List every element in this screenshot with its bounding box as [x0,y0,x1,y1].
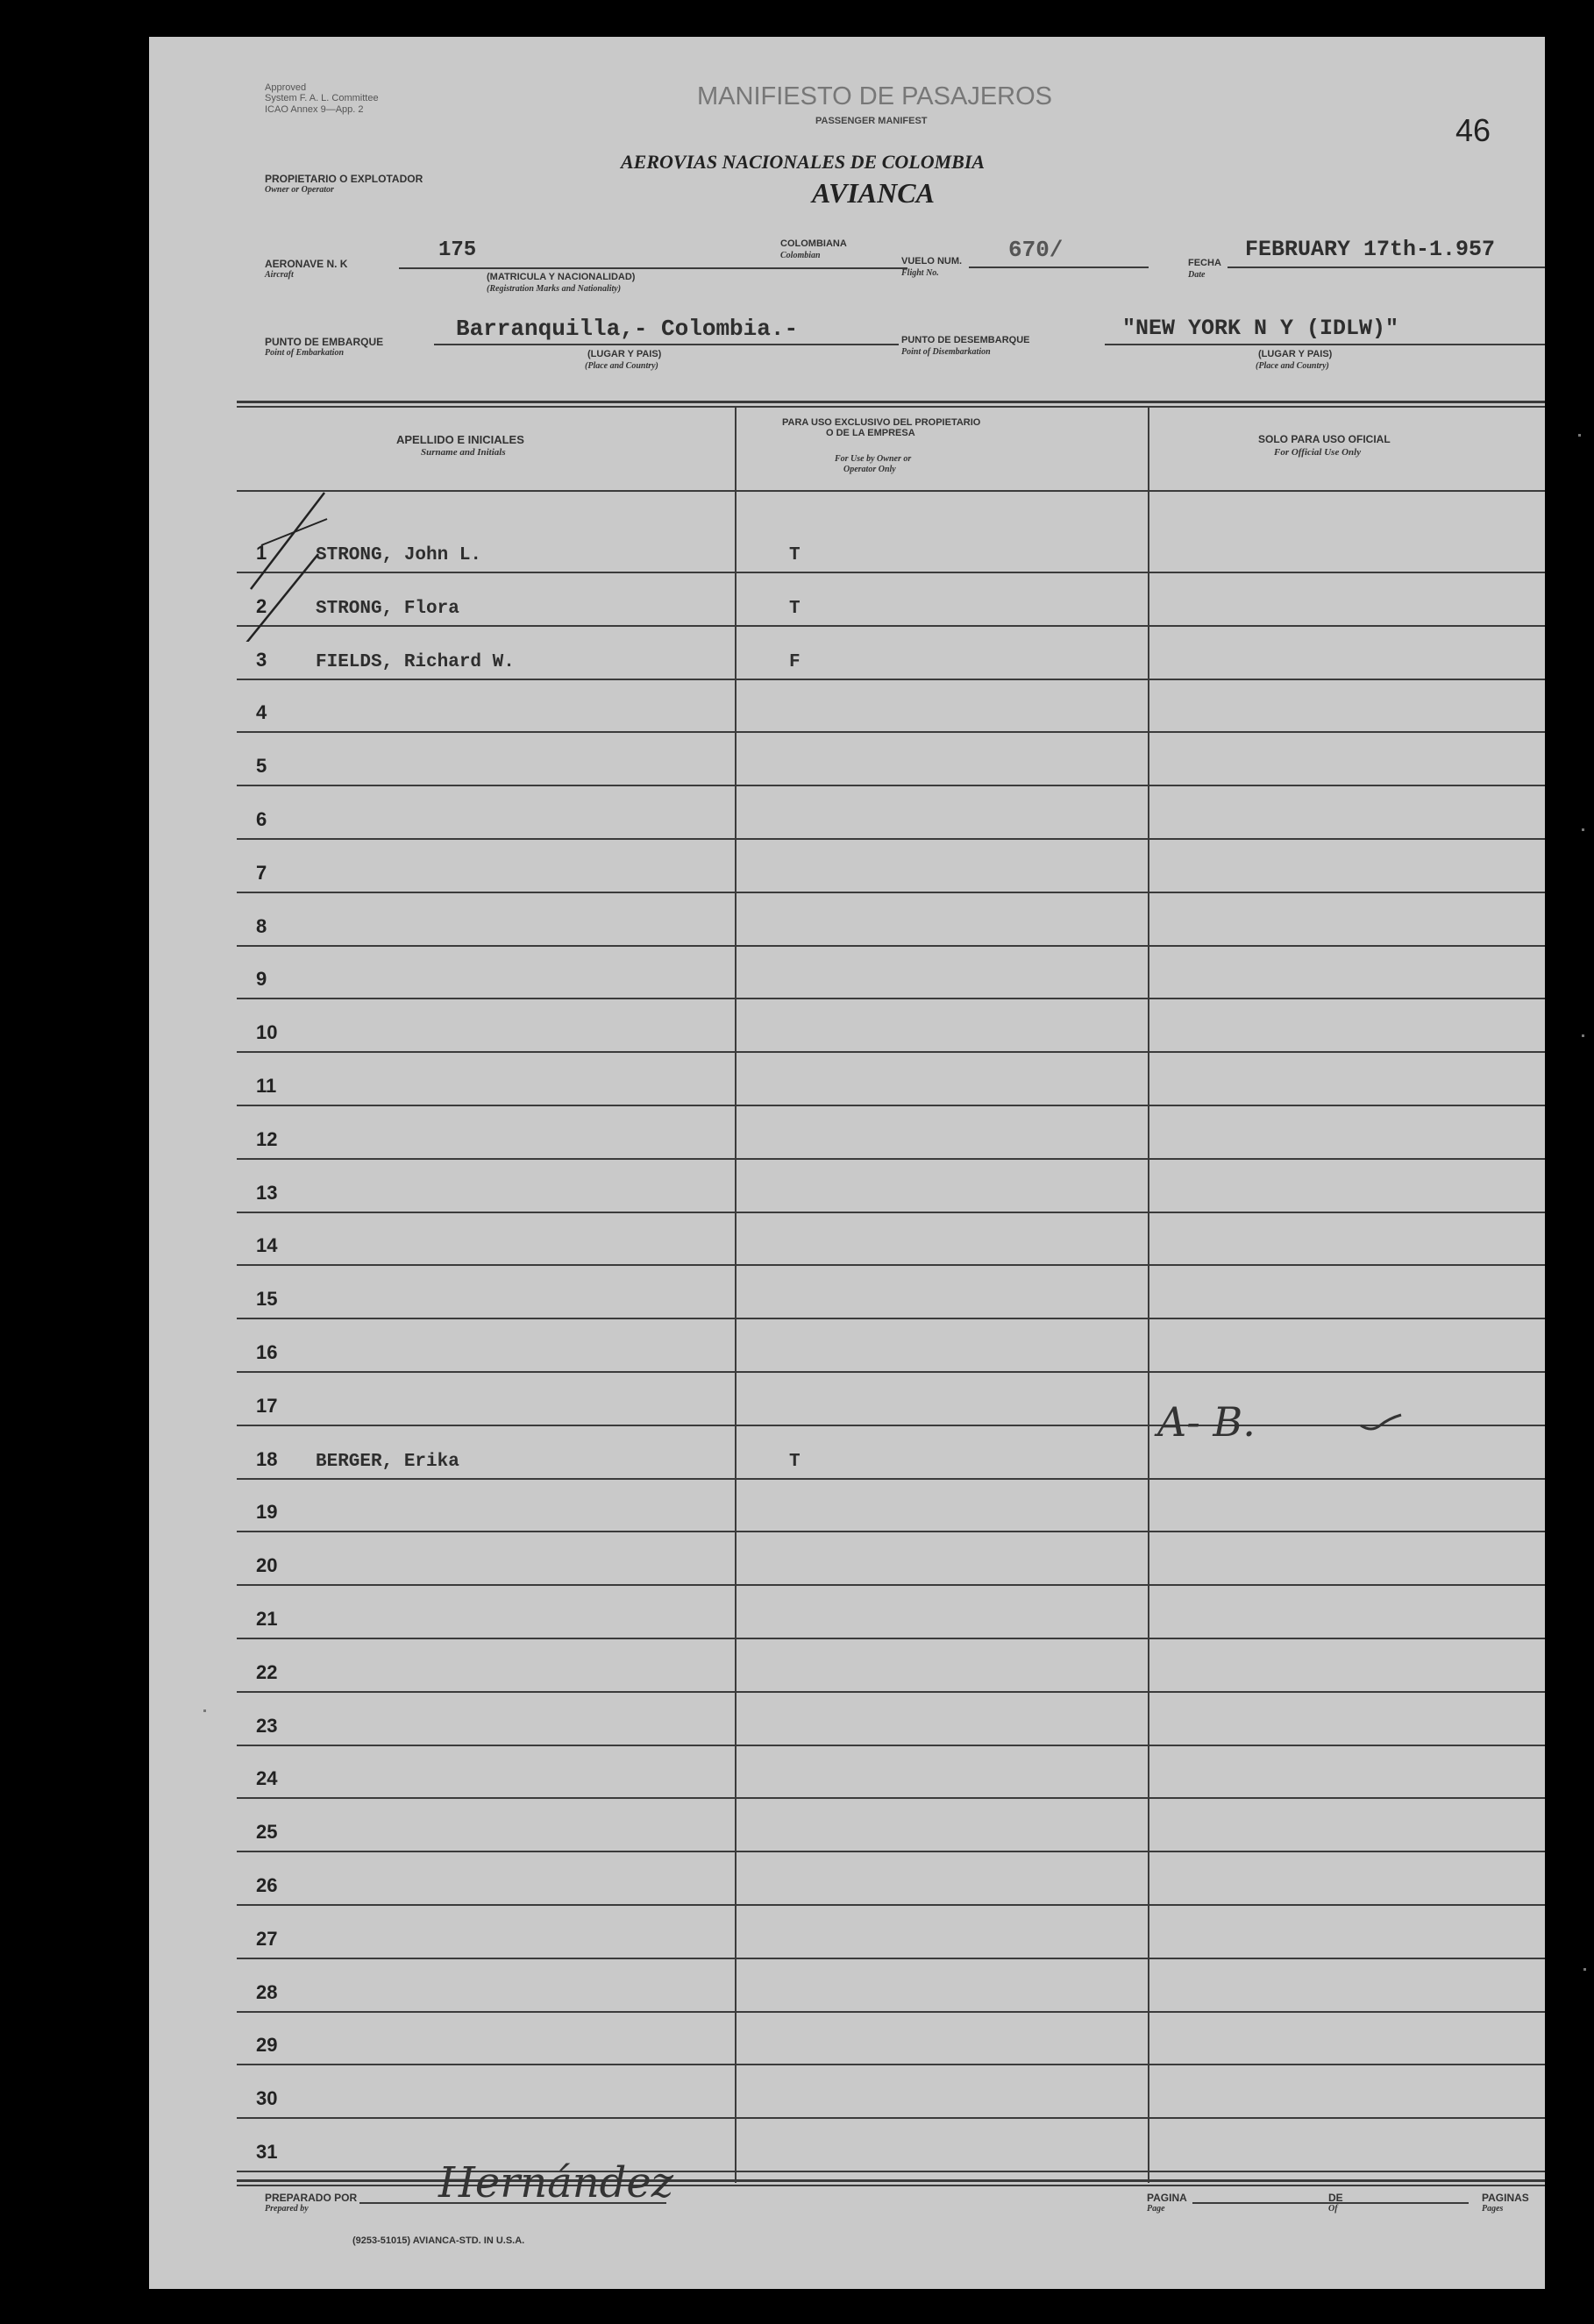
row-rule [237,1105,1545,1106]
column-owner-header: PARA USO EXCLUSIVO DEL PROPIETARIO [782,417,981,428]
passenger-name: BERGER, Erika [316,1452,459,1472]
embark-sub-es: (LUGAR Y PAIS) [587,349,662,359]
flight-label-en: Flight No. [901,268,939,278]
official-note: A- B. [1157,1398,1256,1446]
row-number: 24 [256,1767,278,1789]
manifest-title-es: MANIFIESTO DE PASAJEROS [697,82,1053,110]
row-rule [237,1691,1545,1693]
row-rule [237,1797,1545,1799]
airline-name: AEROVIAS NACIONALES DE COLOMBIA [621,151,986,173]
row-number: 25 [256,1821,278,1843]
check-marks [244,458,331,642]
date-label-en: Date [1188,270,1206,280]
official-note-tail [1359,1411,1405,1432]
row-rule [237,679,1545,680]
nationality-label-en: Colombian [780,251,821,260]
column-divider-2 [1148,408,1149,2183]
edge-speck [1578,434,1581,437]
row-number: 20 [256,1554,278,1576]
column-divider-1 [735,408,737,2183]
row-rule [237,1638,1545,1639]
edge-speck [203,1709,206,1712]
column-owner-header-en-2: Operator Only [843,465,896,474]
edge-speck [1582,828,1584,831]
manifest-sheet [149,37,1545,2289]
row-rule [237,1425,1545,1426]
row-number: 11 [256,1075,277,1097]
row-number: 10 [256,1021,278,1043]
row-rule [237,1745,1545,1746]
table-top-rule-2 [237,406,1545,408]
flight-number: 670/ [1008,237,1064,263]
flight-label: VUELO NUM. [901,256,963,267]
row-number: 21 [256,1608,278,1630]
column-name-header: APELLIDO E INICIALES [396,433,524,446]
aircraft-underline [399,267,907,269]
row-rule [237,1958,1545,1959]
row-number: 3 [256,649,267,671]
passenger-name: STRONG, John L. [316,545,482,565]
row-rule [237,785,1545,786]
aircraft-label: AERONAVE N. K [265,258,348,270]
aircraft-number: 175 [438,238,477,262]
of-label-en: Of [1328,2204,1338,2214]
disembark-sub-es: (LUGAR Y PAIS) [1258,349,1333,359]
date-value: FEBRUARY 17th-1.957 [1245,237,1496,262]
prepared-by-signature: Hernández [438,2158,674,2207]
row-rule [237,1264,1545,1266]
of-underline [1359,2202,1469,2204]
row-number: 6 [256,808,267,830]
row-number: 16 [256,1341,278,1363]
page-label-en: Page [1147,2204,1165,2214]
row-number: 7 [256,862,267,884]
owner-label: PROPIETARIO O EXPLOTADOR [265,173,423,185]
page-label: PAGINA [1147,2192,1187,2204]
table-top-rule [237,401,1545,403]
table-header-rule [237,490,1545,492]
flight-underline [969,267,1149,268]
row-rule [237,1051,1545,1053]
row-rule [237,572,1545,573]
row-rule [237,2171,1545,2172]
row-rule [237,998,1545,999]
pages-label-en: Pages [1482,2204,1504,2214]
disembark-value: "NEW YORK N Y (IDLW)" [1122,316,1399,341]
row-rule [237,1212,1545,1213]
row-rule [237,2117,1545,2119]
row-number: 8 [256,915,267,937]
row-number: 13 [256,1182,278,1204]
row-rule [237,892,1545,893]
owner-use-code: F [789,652,801,672]
row-rule [237,2011,1545,2013]
printer-note: (9253-51015) AVIANCA-STD. IN U.S.A. [352,2235,525,2246]
manifest-title-en: PASSENGER MANIFEST [815,116,928,126]
row-number: 9 [256,968,267,990]
row-rule [237,731,1545,733]
owner-use-code: T [789,599,801,619]
row-number: 29 [256,2034,278,2056]
row-rule [237,1584,1545,1586]
embark-value: Barranquilla,- Colombia.- [456,316,799,342]
row-rule [237,838,1545,840]
edge-speck [1583,1968,1586,1971]
embark-label-en: Point of Embarkation [265,348,345,358]
row-number: 18 [256,1448,278,1470]
aircraft-label-en: Aircraft [265,270,294,280]
row-number: 17 [256,1395,278,1417]
approval-line-1: Approved [265,82,307,93]
row-number: 2 [256,595,267,617]
column-owner-header-en: For Use by Owner or [835,454,912,464]
of-label: DE [1328,2192,1343,2204]
matricula-label-en: (Registration Marks and Nationality) [487,284,622,294]
airline-brand: AVIANCA [812,177,935,209]
prepared-by-label: PREPARADO POR [265,2192,358,2204]
disembark-sub-en: (Place and Country) [1256,361,1329,371]
row-number: 26 [256,1874,278,1896]
date-label: FECHA [1188,258,1221,268]
row-number: 27 [256,1928,278,1950]
row-number: 4 [256,701,267,723]
row-rule [237,945,1545,947]
column-official-header-en: For Official Use Only [1274,447,1362,458]
row-rule [237,1904,1545,1906]
row-number: 23 [256,1715,278,1737]
embark-label: PUNTO DE EMBARQUE [265,336,384,348]
approval-line-2: System F. A. L. Committee [265,93,379,103]
column-name-header-en: Surname and Initials [421,447,506,458]
row-rule [237,2064,1545,2065]
row-number: 30 [256,2087,278,2109]
row-rule [237,1371,1545,1373]
column-owner-header-2: O DE LA EMPRESA [826,428,915,438]
disembark-underline [1105,344,1545,345]
passenger-name: FIELDS, Richard W. [316,652,515,672]
edge-speck [1582,1034,1584,1037]
table-bottom-rule-2 [237,2185,1545,2186]
row-number: 31 [256,2141,278,2163]
passenger-name: STRONG, Flora [316,599,459,619]
matricula-label: (MATRICULA Y NACIONALIDAD) [487,272,636,282]
pages-label: PAGINAS [1482,2192,1529,2204]
row-number: 28 [256,1981,278,2003]
page-number: 46 [1455,112,1491,148]
row-rule [237,1318,1545,1319]
table-bottom-rule [237,2179,1545,2182]
row-rule [237,1851,1545,1852]
row-rule [237,1531,1545,1532]
prepared-by-label-en: Prepared by [265,2204,309,2214]
owner-use-code: T [789,545,801,565]
row-number: 1 [256,542,267,564]
row-rule [237,1158,1545,1160]
column-official-header: SOLO PARA USO OFICIAL [1258,433,1391,445]
embark-underline [434,344,899,345]
row-number: 14 [256,1234,278,1256]
owner-label-en: Owner or Operator [265,185,334,195]
disembark-label-en: Point of Disembarkation [901,347,991,357]
row-rule [237,1478,1545,1480]
row-number: 5 [256,755,267,777]
embark-sub-en: (Place and Country) [585,361,658,371]
row-number: 12 [256,1128,278,1150]
approval-line-3: ICAO Annex 9—App. 2 [265,104,364,115]
nationality-label: COLOMBIANA [780,238,847,249]
owner-use-code: T [789,1452,801,1472]
disembark-label: PUNTO DE DESEMBARQUE [901,335,1030,345]
row-number: 22 [256,1661,278,1683]
row-number: 19 [256,1501,278,1523]
row-number: 15 [256,1288,278,1310]
row-rule [237,625,1545,627]
date-underline [1228,267,1545,268]
